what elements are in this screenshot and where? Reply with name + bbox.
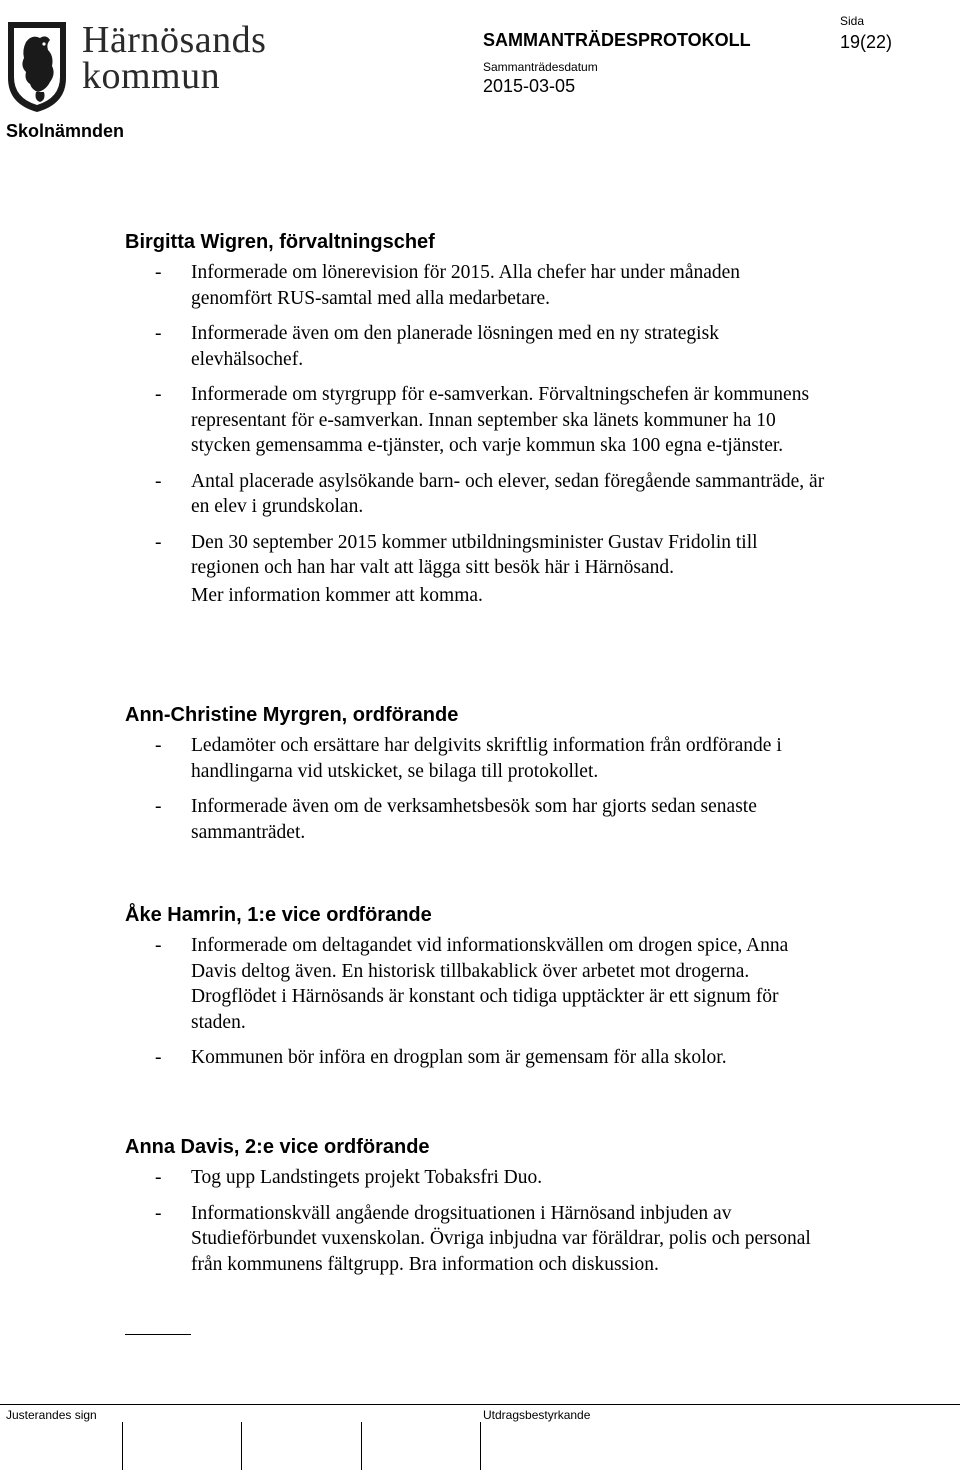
list-item-text: Antal placerade asylsökande barn- och elever, sedan föregående sammanträde, är en elev i grundskolan. [191, 470, 825, 517]
list-item-text: Informerade även om de verksamhetsbesök som har gjorts sedan senaste sammanträdet. [191, 796, 757, 843]
list-item [125, 321, 825, 372]
bullet-dash: - [155, 735, 162, 756]
bullet-list [125, 933, 825, 1071]
list-item [125, 733, 825, 784]
list-item-text: Den 30 september 2015 kommer utbildningsminister Gustav Fridolin till regionen och han har valt att lägga sitt besök här i Härnösand. [191, 531, 758, 578]
bullet-dash: - [155, 470, 162, 492]
meeting-date-label: Sammanträdesdatum [483, 60, 598, 74]
list-item [125, 1165, 825, 1191]
list-item-text: Informerade om deltagandet vid informationskvällen om drogen spice, Anna Davis deltog även. En historisk tillbakablick över arbetet mot drogerna. Drogflödet i Härnösands är konstant och tidiga upptäckter är ett signum för staden. [191, 935, 789, 1033]
list-item [125, 1201, 825, 1278]
list-item [125, 530, 825, 581]
section-heading: Anna Davis, 2:e vice ordförande [125, 1136, 430, 1158]
bullet-dash: - [155, 262, 162, 283]
section-note: Mer information kommer att komma. [191, 584, 483, 606]
bullet-dash: - [155, 935, 162, 956]
signature-label: Justerandes sign [6, 1408, 97, 1422]
section-ann-christine-myrgren [125, 703, 825, 855]
document-type: SAMMANTRÄDESPROTOKOLL [483, 30, 751, 50]
board-name: Skolnämnden [6, 121, 125, 141]
bullet-dash: - [155, 531, 162, 553]
meeting-date: 2015-03-05 [483, 76, 576, 96]
signature-box-divider [361, 1422, 362, 1470]
list-item-text: Informerade även om den planerade lösningen med en ny strategisk elevhälsochef. [191, 323, 719, 370]
bullet-dash: - [155, 796, 162, 817]
list-item [125, 469, 825, 520]
signature-box-divider [480, 1422, 481, 1470]
list-item-text: Kommunen bör införa en drogplan som är gemensam för alla skolor. [191, 1047, 727, 1068]
section-heading: Birgitta Wigren, förvaltningschef [125, 231, 435, 253]
municipality-name-line1: Härnösands [82, 19, 267, 61]
bullet-dash: - [155, 1202, 162, 1224]
footer-divider [0, 1404, 960, 1405]
list-item-text: Informationskväll angående drogsituationen i Härnösand inbjuden av Studieförbundet vuxenskolan. Övriga inbjudna var föräldrar, polis och personal från kommunens fältgrupp. Bra information och diskussion. [191, 1202, 811, 1275]
extract-certification-label: Utdragsbestyrkande [483, 1408, 591, 1422]
section-ake-hamrin [125, 903, 825, 1081]
page-label: Sida [840, 14, 865, 28]
municipality-name [82, 19, 267, 97]
list-item-text: Informerade om styrgrupp för e-samverkan. Förvaltningschefen är kommunens representant för e-samverkan. Innan september ska länets kommuner ha 10 stycken gemensamma e-tjänster, och varje kommun ska 100 egna e-tjänster. [191, 384, 810, 456]
bullet-list [125, 733, 825, 845]
list-item-text: Ledamöter och ersättare har delgivits skriftlig information från ordförande i handlingarna vid utskicket, se bilaga till protokollet. [191, 735, 782, 782]
signature-box-divider [122, 1422, 123, 1470]
bullet-list [125, 260, 825, 581]
municipality-name-line2: kommun [82, 55, 221, 97]
bullet-list [125, 1165, 825, 1277]
list-item [125, 382, 825, 459]
bullet-dash: - [155, 384, 162, 405]
signature-box-divider [241, 1422, 242, 1470]
list-item-text: Informerade om lönerevision för 2015. Alla chefer har under månaden genomfört RUS-samtal med alla medarbetare. [191, 262, 741, 309]
section-heading: Ann-Christine Myrgren, ordförande [125, 704, 459, 726]
section-anna-davis [125, 1135, 825, 1287]
bullet-dash: - [155, 323, 162, 344]
section-heading: Åke Hamrin, 1:e vice ordförande [125, 904, 432, 926]
list-item [125, 794, 825, 845]
end-of-text-rule [125, 1334, 191, 1335]
page-number: 19(22) [840, 32, 893, 52]
municipality-coat-of-arms-icon [6, 20, 68, 114]
list-item [125, 1045, 825, 1071]
bullet-dash: - [155, 1047, 162, 1068]
bullet-dash: - [155, 1167, 162, 1188]
list-item-text: Tog upp Landstingets projekt Tobaksfri Duo. [191, 1167, 543, 1188]
list-item [125, 933, 825, 1035]
section-birgitta-wigren [125, 230, 825, 608]
list-item [125, 260, 825, 311]
